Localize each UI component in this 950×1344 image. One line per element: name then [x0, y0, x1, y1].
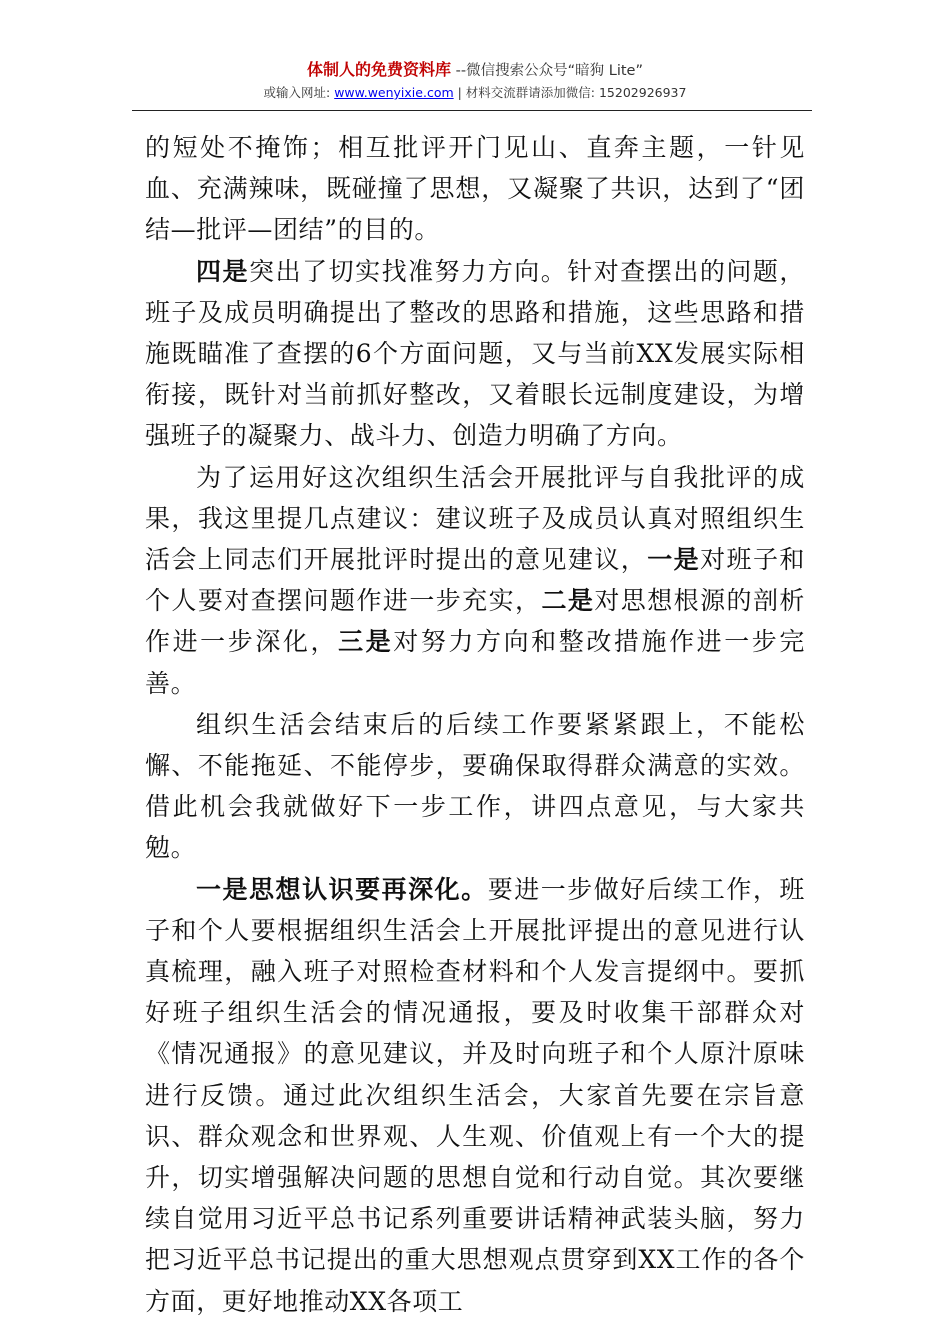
paragraph-3	[145, 457, 805, 704]
paragraph-3-bold-1: 一是	[647, 545, 701, 575]
document-body	[145, 127, 805, 1322]
paragraph-1: 的短处不掩饰；相互批评开门见山、直奔主题，一针见血、充满辣味，既碰撞了思想，又凝聚了共识，达到了“团结—批评—团结”的目的。	[145, 133, 805, 245]
paragraph-3-text-1: 为了运用好这次组织生活会开展批评与自我批评的成果，我这里提几点建议：建议班子及成员认真对照组织生活会上同志们开展批评时提出的意见建议，	[145, 462, 805, 575]
paragraph-3-text-4: 对努力方向和整改措施作进一步完善。	[145, 627, 805, 698]
paragraph-3-text-2: 对班子和个人要对查摆问题作进一步充实，	[145, 545, 806, 616]
paragraph-4: 组织生活会结束后的后续工作要紧紧跟上，不能松懈、不能拖延、不能停步，要确保取得群众满意的实效。借此机会我就做好下一步工作，讲四点意见，与大家共勉。	[145, 709, 805, 863]
paragraph-5	[145, 869, 805, 1322]
paragraph-2	[145, 251, 805, 457]
contact-info: | 材料交流群请添加微信: 15202926937	[453, 85, 687, 100]
website-link[interactable]: www.wenyixie.com	[334, 85, 454, 100]
paragraph-2-text: 突出了切实找准努力方向。针对查摆出的问题，班子及成员明确提出了整改的思路和措施，这些思路和措施既瞄准了查摆的6个方面问题，又与当前XX发展实际相衔接，既针对当前抓好整改，又着眼长远制度建设，为增强班子的凝聚力、战斗力、创造力明确了方向。	[145, 256, 806, 451]
paragraph-3-text-3: 对思想根源的剖析作进一步深化，	[145, 586, 805, 657]
header-tagline: --微信搜索公众号“暗狗 Lite”	[451, 63, 643, 79]
paragraph-2-lead: 四是	[196, 256, 250, 286]
header-line-2	[0, 84, 950, 102]
paragraph-3-bold-2: 二是	[541, 586, 595, 616]
paragraph-3-bold-3: 三是	[338, 627, 394, 657]
url-prefix: 或输入网址:	[263, 85, 335, 100]
page-header	[0, 60, 950, 102]
paragraph-5-text: 要进一步做好后续工作，班子和个人要根据组织生活会上开展批评提出的意见进行认真梳理，融入班子对照检查材料和个人发言提纲中。要抓好班子组织生活会的情况通报，要及时收集干部群众对《情况通报》的意见建议，并及时向班子和个人原汁原味进行反馈。通过此次组织生活会，大家首先要在宗旨意识、群众观念和世界观、人生观、价值观上有一个大的提升，切实增强解决问题的思想自觉和行动自觉。其次要继续自觉用习近平总书记系列重要讲话精神武装头脑，努力把习近平总书记提出的重大思想观点贯穿到XX工作的各个方面，更好地推动XX各项工	[145, 874, 805, 1316]
header-divider	[132, 110, 812, 111]
header-line-1	[0, 60, 950, 81]
brand-title: 体制人的免费资料库	[307, 60, 452, 79]
paragraph-5-lead: 一是思想认识要再深化。	[196, 874, 488, 904]
